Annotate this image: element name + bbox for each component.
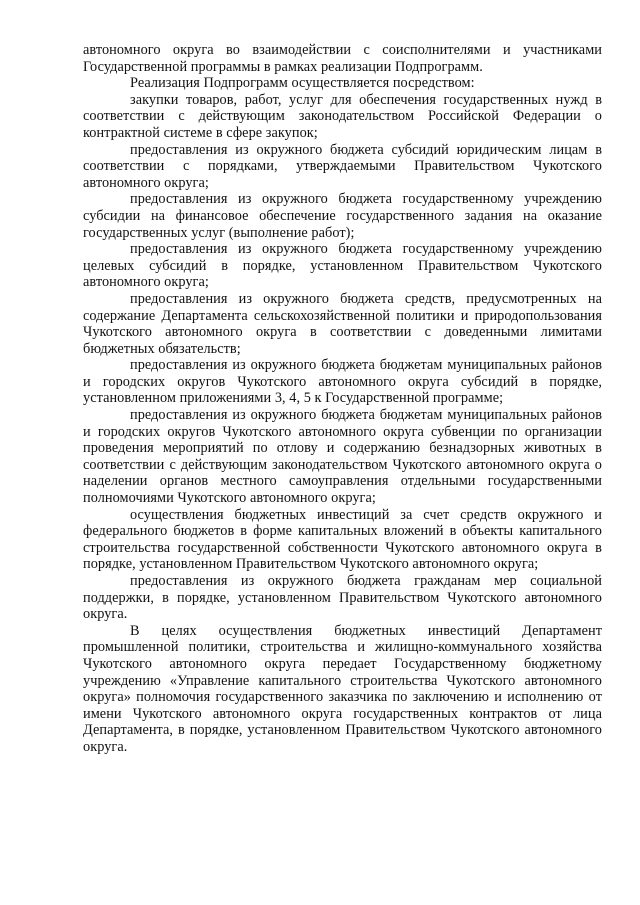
paragraph-procurement: закупки товаров, работ, услуг для обеспечения государственных нужд в соответствии с действующим законодательством Российской Федерации о контрактной системе в сфере закупок; xyxy=(83,91,602,141)
paragraph-social-support: предоставления из окружного бюджета гражданам мер социальной поддержки, в порядке, установленном Правительством Чукотского автономного округа. xyxy=(83,573,602,623)
paragraph-budget-investments: осуществления бюджетных инвестиций за счет средств окружного и федерального бюджетов в форме капитальных вложений в объекты капитального строительства государственной собственности Чукотского автономного округа в порядке, установленном Правительством Чукотского автономного округа; xyxy=(83,506,602,573)
paragraph-legal-entity-subsidies: предоставления из окружного бюджета субсидий юридическим лицам в соответствии с порядками, утверждаемыми Правительством Чукотского автономного округа; xyxy=(83,141,602,191)
paragraph-municipal-subsidies: предоставления из окружного бюджета бюджетам муниципальных районов и городских округов Чукотского автономного округа субсидий в порядке, установленном приложениями 3, 4, 5 к Государственной программе; xyxy=(83,357,602,407)
paragraph-municipal-subvention: предоставления из окружного бюджета бюджетам муниципальных районов и городских округов Чукотского автономного округа субвенции по организации проведения мероприятий по отлову и содержанию безнадзорных животных в соответствии с действующим законодательством Чукотского автономного округа о наделении органов местного самоуправления отдельными государственными полномочиями Чукотского автономного округа; xyxy=(83,407,602,507)
paragraph-continuation: автономного округа во взаимодействии с соисполнителями и участниками Государственной программы в рамках реализации Подпрограмм. xyxy=(83,42,602,75)
paragraph-customer-authority: В целях осуществления бюджетных инвестиций Департамент промышленной политики, строительства и жилищно-коммунального хозяйства Чукотского автономного округа передает Государственному бюджетному учреждению «Управление капитального строительства Чукотского автономного округа» полномочия государственного заказчика по заключению и исполнению от имени Чукотского автономного округа государственных контрактов от лица Департамента, в порядке, установленном Правительством Чукотского автономного округа. xyxy=(83,622,602,755)
paragraph-state-task-subsidy: предоставления из окружного бюджета государственному учреждению субсидии на финансовое обеспечение государственного задания на оказание государственных услуг (выполнение работ); xyxy=(83,191,602,241)
paragraph-department-maintenance: предоставления из окружного бюджета средств, предусмотренных на содержание Департамента сельскохозяйственной политики и природопользования Чукотского автономного округа в соответствии с доведенными лимитами бюджетных обязательств; xyxy=(83,290,602,357)
document-page xyxy=(83,42,602,756)
paragraph-implementation-intro: Реализация Подпрограмм осуществляется посредством: xyxy=(130,75,475,92)
paragraph-targeted-subsidies: предоставления из окружного бюджета государственному учреждению целевых субсидий в порядке, установленном Правительством Чукотского автономного округа; xyxy=(83,241,602,291)
